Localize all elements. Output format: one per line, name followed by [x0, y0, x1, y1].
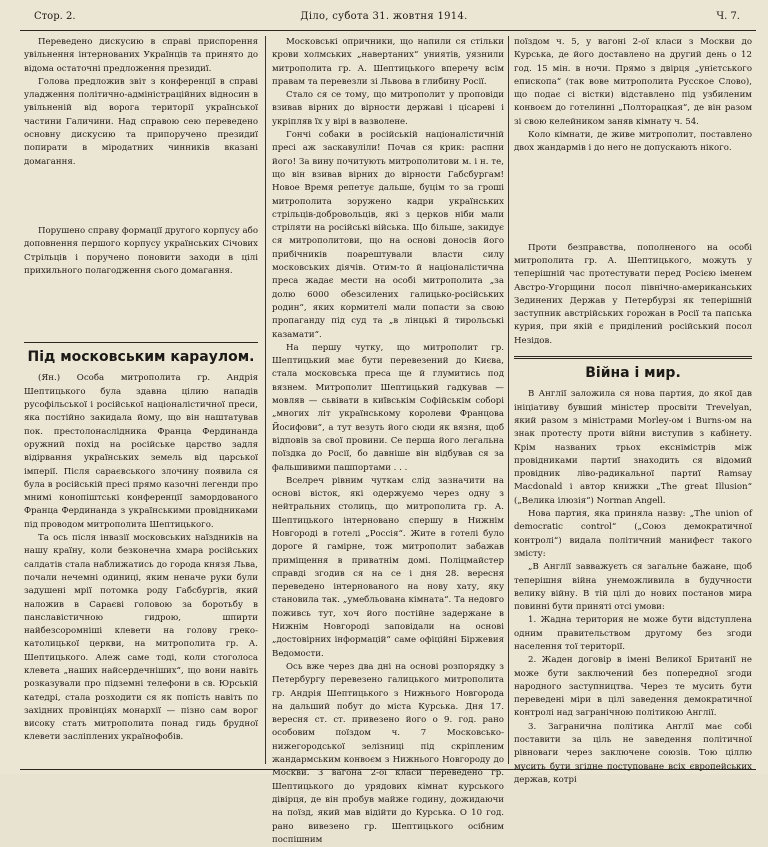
paragraph: Вселреч рівним чуткам слід зазначити на основі вісток, які одержуємо через одну з нейтральних столиць, що митрополита гр. А. Шептицького інтерновано спершу в Нижнім Новгороді в готелі „Россія“. Жите в готелі було дороге й гамірне, тож митрополит забажав приміщення в приватнім домі. Поліцмайстер справді згодив ся на се і дня 28. вересня переведено інтернованого на нову хату, яку становила так. „умебльована кімната“. Та недовго поживсь тут, хоч його постійне задержане в Нижнім Новгороді заповідали на основі „достовірних інформацій“ саме офіційні Біржевия Ведомости.	[272, 475, 504, 659]
spacer	[24, 278, 258, 334]
paragraph: Нова партия, яка приняла назву: „The union of democratic control“ („Союз демократичної контролі“) видала політичний манифест такого змісту:	[514, 509, 752, 559]
paragraph: (Ян.) Особа митрополита гр. Андрія Шептицького була здавна цілию нападів русофільської і російської націоналістичної преси, яка постійно закидала йому, що він наштатував пок. престолонаслідника Франца Фердинанда оружний похід на російське царство задля відірвання українських земель від царської імперії. Після сараєвського злочину появила ся була в російській пресі прямо казочні легенди про мнимі конопіштські конференції замордованого Франца Фердинанда з українськими провідниками під проводом митрополита Шептицького.	[24, 373, 258, 530]
paragraph: Голова предложив звіт з конференції в справі уладження політично-адміністраційних відносин в увільненій від ворога території української частини Галичини. Над справою сею переведено основну дискусию та припоручено президиї попирати в міродатних чинників вказані домагання.	[24, 76, 258, 167]
article-headline: Під московським караулом.	[27, 349, 255, 366]
issue-number: Ч. 7.	[716, 11, 740, 22]
paragraph: На першу чутку, що митрополит гр. Шептицький має бути перевезений до Києва, стала московська преса ще й глумитись под вязнем. Митрополит Шептицький гадкував — мовляв — сьвівати в київськім Софійськім соборі „многих літ українському королеви Францова Йосифови“, а тут везуть його сюди як вязня, щоб відповів за свої провини. Се перша його легальна поїздка до Росії, бо давніше він відбував ся за фальшивими пашпортами . . .	[272, 342, 504, 473]
column-1	[24, 36, 258, 745]
paragraph: Коло кімнати, де живе митрополит, поставлено двох жандармів і до него не допускають нікого.	[514, 130, 752, 154]
column-2	[272, 36, 504, 847]
spacer	[514, 156, 752, 242]
paragraph: Порушено справу формації другого корпусу або доповнення першого корпусу українських Січових Стрільців і поручено поновити заходи в цілі прихильного полагодження сього домагання.	[24, 225, 258, 276]
paragraph: Проти безправства, пополненого на особі митрополита гр. А. Шептицького, можуть у теперішній час протестувати перед Росією іменем Австро-Угорщини посол північно-американських Зединених Держав у Петербурзі як теперішній заступник австрійських горожан в Росії та папська курия, при якій є приділений російський посол Незідов.	[514, 242, 752, 346]
article-headline: Війна і мир.	[585, 365, 681, 382]
paragraph: „В Англії завважуєть ся загальне бажане, щоб теперішня війна унеможливила в будучности велику війну. В тій цілі до нових постанов мира повинні бути принятi отсі умови:	[514, 562, 752, 613]
paragraph: Та ось після інвазії московських наїздників на нашу країну, коли безконечна хмара російських салдатів стала наближатись до города князя Льва, почали нечемні одиниці, яким неначе руки були задушені мрії потомка роду Габсбургів, який наложив в Сараєві головою за боротьбу в панславістичною гидрою, шпирти найбезсоромніші клевети на голову греко-католицької церкви, на митрополита гр. А. Шептицького. Алеж саме тоді, коли стоголоса клевета „наших найсердечніших“, що вони навіть розказували про підземні телефони в св. Юрській катедрі, стала розходити ся як попість навіть по західних провінціях монархії — пізно сам ворог високу стать митрополита понад гидь брудної клевети засліплених українофобів.	[24, 533, 258, 743]
masthead-title: Ділo, субота 31. жовтня 1914.	[300, 11, 468, 22]
paragraph: 3. Загранична політика Англії має собі поставити за ціль не заведення політичної рівноваги через заключене союзів. Тою ціллю мусить бути згідне поступоване всіх європейських держав, котрі	[514, 721, 752, 785]
column-3	[514, 36, 752, 787]
paragraph: В Англії заложила ся нова партия, до якої дав ініціативу бувший міністер просвіти Trevelyan, який разом з міністрами Morley-ом і Burns-ом на знак протесту проти війни виступив з кабінету. Крім названих трьох екснімістрів між провідниками партиї знаходить ся відомий провідник ліво-радикальної партиї Ramsay Macdonald і автор книжки „The great Illusion“ („Велика ілюзія“) Norman Angell.	[514, 389, 752, 506]
column-divider-1	[265, 36, 266, 764]
paragraph: поїздом ч. 5, у вагоні 2-ої класи з Москви до Курська, де його доставлено на другий день о 12 год. 15 мін. в ночи. Прямо з двірця „унієтського епископа“ (так вове митрополита Русское Слово), що подає сі вістки) відставлено під узбиленим конвоєм до готелинні „Полторацкая“, де він разом зі свою келейником заняв кімнату ч. 54.	[514, 37, 752, 127]
spacer	[24, 169, 258, 225]
paragraph: Стало ся се тому, що митрополит у проповіди взивав вірних до вірности державі і цісареві і укріпляв їх у вірі в вазволене.	[272, 90, 504, 127]
page-number: Стор. 2.	[34, 11, 76, 22]
paragraph: Гончі собаки в російській націоналістичній пресі аж заскавуліли! Почав ся крик: распни його! За вину почитують митрополитови м. і н. те, що він взивав вірних до вірности Габсбургам! Новое Время репетує дальше, буцім то за гроші митрополита зоружено кадри українських стрільців-добровольців, які з церков ніби мали стріляти на російські війська. Що більше, закидує ся митрополитови, що на основі доносів його прибічників поарештували власти силу московських діячів. Отим-то й націоналістична преса жадає мести на особі митрополита „за долю 6000 обезсилених галицько-російських родин“, яких кормителі мали попасти за свою пропаганду під суд та „в лінцькі й тирольські казамати“.	[272, 130, 504, 340]
paragraph: Ось вже через два дні на основі розпорядку з Петербургу перевезено галицького митрополита гр. Андрія Шептицького з Нижнього Новгорода на дальший побут до міста Курська. Дня 17. вересня ст. ст. привезено його о 9. год. рано особовим поїздом ч. 7 Московсько-нижегородської зелізниці під скріпленим жандармським конвоєм з Нижнього Новгороду до Москви. З вагона 2-ої класи переведено гр. Шептицького до урядових кімнат курського дівірця, де він пробув майже годину, дожидаючи на поїзд, який мав відійти до Курська. О 10 год. рано вивезено гр. Шептицького осібним поспішним	[272, 661, 504, 845]
column-divider-2	[508, 36, 509, 764]
paragraph: Переведено дискусию в справі приспорення увільнення інтернованих Українців та принято до відома остаточні предложення президиї.	[24, 37, 258, 74]
section-divider	[24, 342, 258, 343]
section-divider	[514, 356, 752, 359]
paragraph: 2. Жаден договір в імені Великої Британії не може бути заключений без попередної згоди народного заступництва. Через те мусить бути переведені міри в цілі заведення демократичної контролі над загранічною політикою Англії.	[514, 655, 752, 719]
header-divider	[20, 30, 756, 31]
footer-divider	[20, 769, 756, 770]
page-header	[0, 0, 768, 30]
paragraph: 1. Жадна територия не може бути відступлена одним правительством другому без згоди населення тої території.	[514, 615, 752, 652]
paragraph: Московські опричники, що напили ся стільки крови холмських „навертаних“ униятів, уязнили митрополита гр. А. Шептицького вперечу всім правам та перевезли зі Львова в глибину Росії.	[272, 37, 504, 87]
